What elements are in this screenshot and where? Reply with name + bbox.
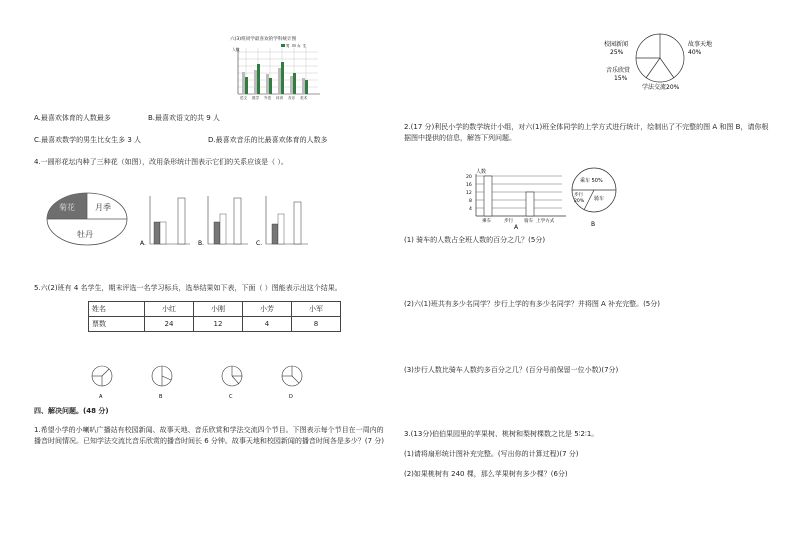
- q4-option-b-label: B.: [198, 240, 205, 247]
- table-row: [89, 302, 341, 317]
- subject-cat-2: 数学: [252, 96, 260, 100]
- flower-label-ju: 菊花: [59, 203, 75, 212]
- commute-ylabel: 人数: [476, 169, 487, 175]
- vote-header-cell: 小军: [292, 302, 341, 317]
- legend-sheng: 生: [303, 44, 307, 48]
- q3-option-c: C.最喜欢数学的男生比女生多 3 人: [34, 136, 142, 144]
- cat-bike: 骑车: [524, 219, 534, 224]
- subject-bars: [242, 62, 308, 94]
- flower-label-mudan: 牡丹: [77, 230, 93, 239]
- pie-d: [282, 366, 302, 400]
- subject-bar-chart: [226, 34, 326, 104]
- vote-cell: 4: [243, 317, 292, 332]
- q3-option-d: D.最喜欢音乐的比最喜欢体育的人数多: [208, 136, 328, 144]
- vote-header-cell: 小芳: [243, 302, 292, 317]
- subject-cat-6: 美术: [300, 96, 308, 100]
- pie1-label-music: 音乐欣赏: [606, 67, 631, 74]
- vote-cell: 24: [145, 317, 194, 332]
- q4-stem: 4.一圆形花坛内种了三种花（如图），改用条形统计图表示它们的关系应该是（ ）。: [34, 158, 288, 166]
- q4-option-bars: [138, 194, 318, 250]
- pie-c-label: C: [229, 394, 233, 400]
- subject-chart-ylabel: 人数: [232, 47, 240, 52]
- pie-b-bike: 骑车: [594, 196, 605, 202]
- pie-a: [92, 366, 112, 400]
- ytick-20: 20: [466, 175, 472, 180]
- bar-bus: [484, 176, 492, 216]
- pie1-label-story: 故事天地: [688, 41, 713, 48]
- pie-b-label: B: [159, 394, 163, 400]
- ytick-12: 12: [466, 191, 472, 196]
- bar-bike: [526, 192, 534, 216]
- subject-cat-4: 体育: [276, 96, 284, 100]
- q3-option-b: B.最喜欢语文的共 9 人: [148, 114, 220, 122]
- q5-option-pies: [86, 358, 316, 400]
- legend-boy: 男: [286, 44, 290, 48]
- pie-a-label: A: [99, 394, 103, 400]
- pie-b-walk-pct: 20%: [574, 199, 585, 204]
- vote-table: [88, 301, 341, 332]
- q3-sub1: (1)请将扇形统计图补充完整。(写出你的计算过程)(7 分): [404, 450, 579, 458]
- cat-walk: 步行: [504, 219, 514, 224]
- pie1-label-study: 学法交流20%: [642, 84, 680, 91]
- subject-chart-legend: [281, 43, 307, 48]
- chart-a-label: A: [514, 224, 519, 230]
- program-pie-chart: [602, 28, 720, 94]
- flower-pie-chart: [45, 191, 129, 247]
- vote-cell: 12: [194, 317, 243, 332]
- q2-stem: 2.(17 分)利民小学的数学统计小组，对六(1)班全体同学的上学方式进行统计，绘制出了不完整的图 A 和图 B，请你根据图中提供的信息，解答下列问题。: [404, 123, 769, 142]
- subject-cat-3: 外语: [264, 96, 272, 100]
- subject-chart-title: 六(3)班同学最喜欢的学科统计图: [230, 37, 297, 42]
- legend-girl: 女: [297, 44, 301, 48]
- pie-d-label: D: [289, 394, 293, 400]
- vote-header-cell: 小红: [145, 302, 194, 317]
- pie1-label-news: 校园新闻: [604, 41, 629, 48]
- q3-stem: 3.(13分)伯伯果园里的苹果树、桃树和梨树棵数之比是 5∶2∶1。: [404, 430, 599, 438]
- subject-cat-1: 语文: [240, 96, 248, 100]
- pie1-pct-music: 15%: [614, 75, 628, 82]
- vote-row-label: 票数: [89, 317, 145, 332]
- commute-bar-chart: [466, 166, 570, 230]
- commute-pie-chart: [570, 164, 618, 230]
- vote-header-cell: 小刚: [194, 302, 243, 317]
- q4-option-c-label: C.: [256, 240, 263, 247]
- q3-option-a: A.最喜欢体育的人数最多: [34, 114, 111, 122]
- vote-cell: 8: [292, 317, 341, 332]
- ytick-8: 8: [469, 199, 472, 204]
- q2-sub3: (3)步行人数比骑车人数约多百分之几？(百分号前保留一位小数)(7分): [404, 366, 619, 374]
- section-4-title: 四、解决问题。(48 分): [34, 407, 109, 415]
- subject-cat-5: 音乐: [288, 96, 296, 100]
- pie1-pct-news: 25%: [610, 49, 624, 56]
- ytick-16: 16: [466, 183, 472, 188]
- pie-c: [222, 366, 242, 400]
- vote-header-name: 姓名: [89, 302, 145, 317]
- cat-bus: 乘车: [482, 219, 492, 224]
- q4-option-a-label: A.: [140, 240, 146, 247]
- ytick-4: 4: [469, 207, 472, 212]
- pie-b: [152, 366, 172, 400]
- q3-sub2: (2)如果桃树有 240 棵，那么苹果树有多少棵？(6分): [404, 470, 568, 478]
- pie-b-walk: 步行: [574, 193, 584, 198]
- cat-axis: 上学方式: [536, 219, 555, 224]
- pie-b-bus: 乘车 50%: [580, 178, 603, 184]
- solve-q1-text: 1.希望小学的小喇叭广播站有校园新闻、故事天地、音乐欣赏和学法交流四个节目。下图表示每个节目在一周内的播音时间情况。已知学法交流比音乐欣赏的播音时间长 6 分钟。故事天地和校园新闻的播音时间各是多少？(7 分): [34, 426, 385, 445]
- q2-sub2: (2)六(1)班共有多少名同学？步行上学的有多少名同学？并将图 A 补充完整。(5分): [404, 300, 660, 308]
- chart-b-label: B: [591, 221, 596, 228]
- flower-label-yueji: 月季: [95, 203, 111, 212]
- table-row: [89, 317, 341, 332]
- q2-sub1: (1) 骑车的人数占全班人数的百分之几？(5分): [404, 236, 546, 244]
- pie1-pct-story: 40%: [688, 49, 702, 56]
- q5-stem: 5.六(2)班有 4 名学生，期末评选一名学习标兵，选举结果如下表，下面（ ）图能表示出这个结果。: [34, 284, 342, 292]
